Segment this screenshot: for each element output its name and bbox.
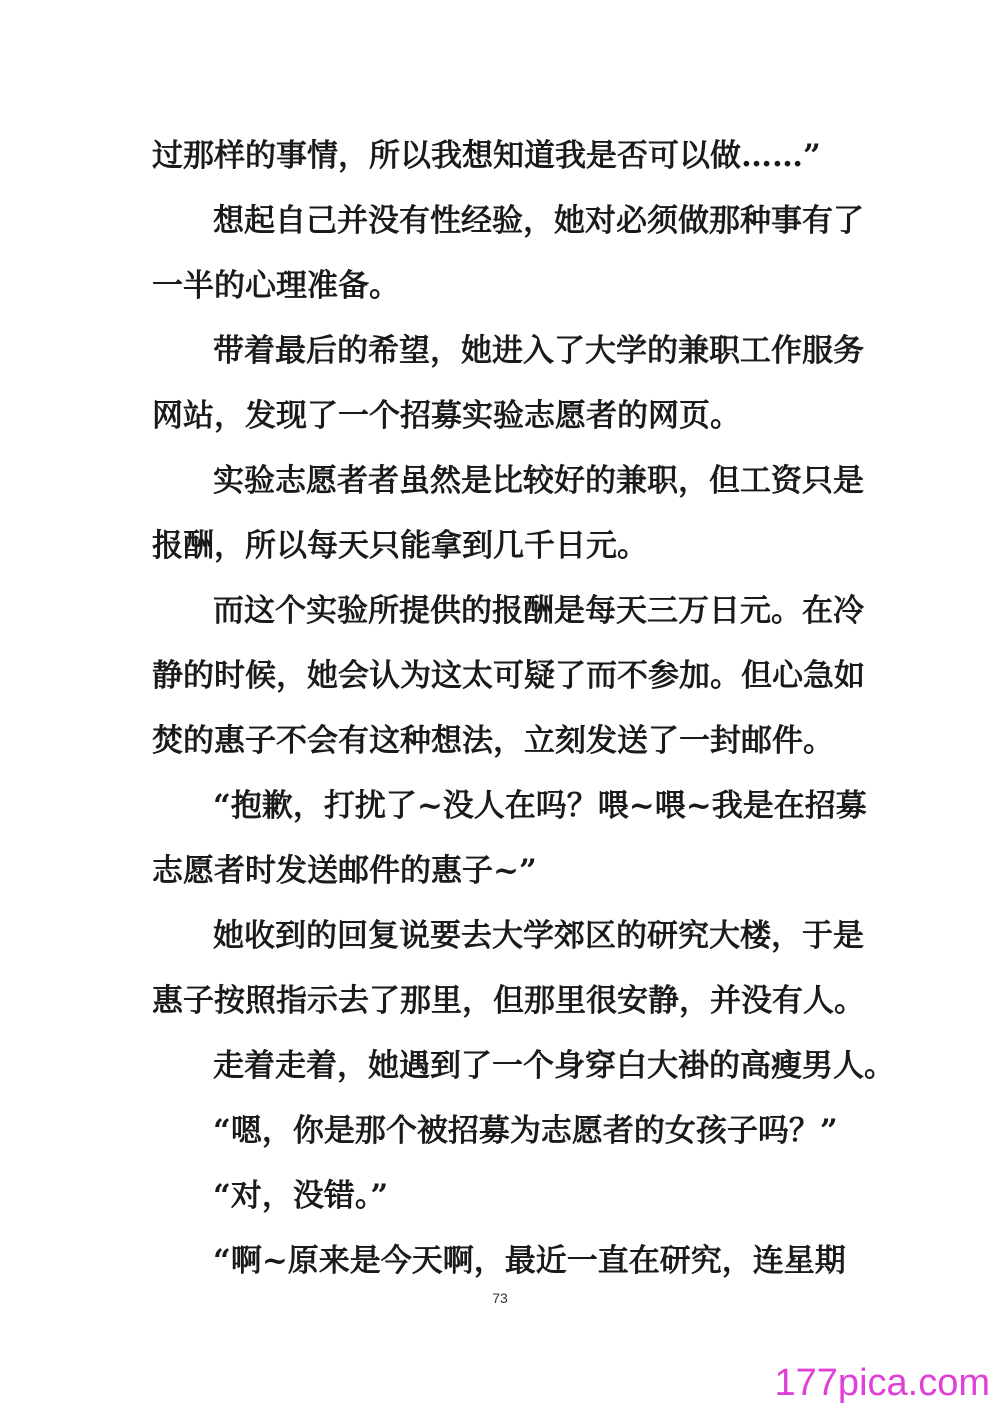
watermark: 177pica.com (774, 1362, 990, 1404)
text-line-2: 想起自己并没有性经验，她对必须做那种事有了 (213, 203, 864, 239)
text-line-3: 一半的心理准备。 (152, 268, 400, 304)
text-line-5: 网站，发现了一个招募实验志愿者的网页。 (152, 398, 741, 434)
text-line-18: “啊~原来是今天啊，最近一直在研究，连星期 (213, 1243, 846, 1279)
page-number: 73 (492, 1290, 508, 1306)
text-line-4: 带着最后的希望，她进入了大学的兼职工作服务 (213, 333, 864, 369)
text-line-8: 而这个实验所提供的报酬是每天三万日元。在冷 (213, 593, 864, 629)
text-line-7: 报酬，所以每天只能拿到几千日元。 (152, 528, 648, 564)
text-line-10: 焚的惠子不会有这种想法，立刻发送了一封邮件。 (152, 723, 834, 759)
text-line-6: 实验志愿者者虽然是比较好的兼职，但工资只是 (213, 463, 864, 499)
text-line-9: 静的时候，她会认为这太可疑了而不参加。但心急如 (152, 658, 865, 694)
text-line-14: 惠子按照指示去了那里，但那里很安静，并没有人。 (152, 983, 865, 1019)
text-line-1: 过那样的事情，所以我想知道我是否可以做……” (152, 138, 821, 174)
text-line-11: “抱歉，打扰了~没人在吗？喂~喂~我是在招募 (213, 788, 867, 824)
text-line-13: 她收到的回复说要去大学郊区的研究大楼，于是 (213, 918, 864, 954)
text-line-17: “对，没错。” (213, 1178, 389, 1214)
text-line-12: 志愿者时发送邮件的惠子~” (152, 853, 537, 889)
text-line-16: “嗯，你是那个被招募为志愿者的女孩子吗？” (213, 1113, 838, 1149)
text-line-15: 走着走着，她遇到了一个身穿白大褂的高瘦男人。 (213, 1048, 895, 1084)
